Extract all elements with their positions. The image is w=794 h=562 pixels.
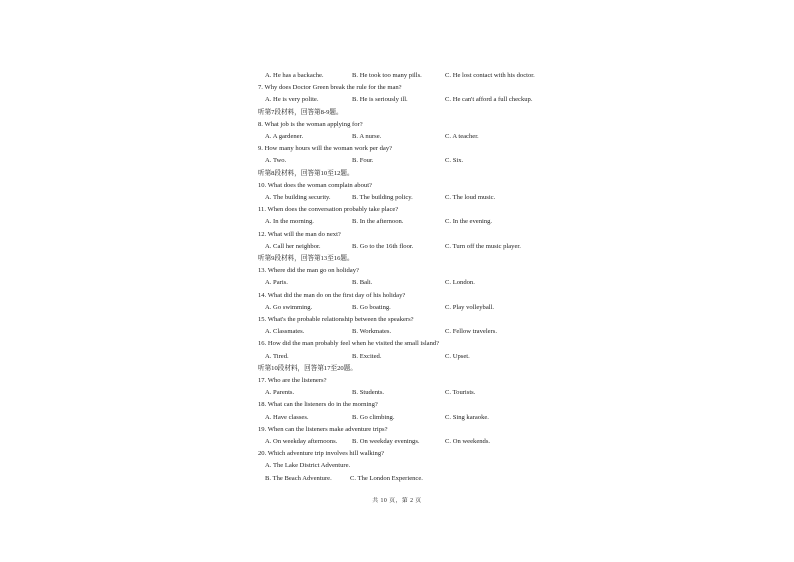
option-b: B. Excited.	[352, 352, 382, 360]
option-c: C. Six.	[445, 157, 464, 165]
option-a: A. He has a backache.	[265, 72, 324, 79]
question-text: 20. Which adventure trip involves hill walking?	[258, 450, 385, 458]
option-a: A. The building security.	[265, 194, 331, 201]
section-instruction: 听第8段材料，回答第10至12题。	[258, 169, 354, 177]
option-c: C. He lost contact with his doctor.	[445, 72, 535, 79]
question-text: 8. What job is the woman applying for?	[258, 120, 363, 128]
option-c: C. The London Experience.	[350, 474, 423, 482]
option-a: A. Two.	[265, 157, 287, 165]
question-text: 14. What did the man do on the first day of his holiday?	[258, 291, 406, 299]
question-text: 13. Where did the man go on holiday?	[258, 267, 359, 275]
option-b: B. Workmates.	[352, 328, 392, 336]
option-c: C. Turn off the music player.	[445, 242, 521, 250]
option-a: A. Classmates.	[265, 328, 305, 336]
option-b: B. Bali.	[352, 279, 373, 287]
question-text: 12. What will the man do next?	[258, 230, 341, 238]
option-b: B. Students.	[352, 389, 385, 397]
option-b: B. A nurse.	[352, 133, 382, 140]
option-b: B. Go boating.	[352, 303, 391, 311]
question-text: 10. What does the woman complain about?	[258, 181, 372, 189]
option-b: B. On weekday evenings.	[352, 438, 420, 445]
question-text: 15. What's the probable relationship between the speakers?	[258, 316, 414, 323]
option-b: B. He is seriously ill.	[352, 96, 408, 104]
option-a: A. On weekday afternoons.	[265, 438, 338, 445]
question-text: 17. Who are the listeners?	[258, 377, 327, 384]
option-a: A. Go swimming.	[265, 303, 313, 311]
option-a: A. Have classes.	[265, 413, 309, 421]
question-text: 9. How many hours will the woman work per day?	[258, 145, 393, 153]
option-c: C. Upset.	[445, 352, 470, 360]
option-a: A. Tired.	[265, 352, 289, 360]
option-a: A. He is very polite.	[265, 96, 319, 104]
option-b: B. The Beach Adventure.	[265, 474, 332, 482]
question-text: 18. What can the listeners do in the morning?	[258, 401, 378, 409]
option-c: C. London.	[445, 279, 475, 287]
option-b: B. Go to the 16th floor.	[352, 242, 414, 250]
option-c: C. On weekends.	[445, 438, 491, 445]
option-a: A. Paris.	[265, 279, 288, 287]
option-a: A. A gardener.	[265, 133, 304, 140]
question-text: 7. Why does Doctor Green break the rule for the man?	[258, 84, 402, 92]
option-a: A. Call her neighbor.	[265, 242, 321, 250]
question-text: 11. When does the conversation probably take place?	[258, 206, 399, 214]
option-c: C. Fellow travelers.	[445, 328, 498, 336]
option-b: B. Go climbing.	[352, 413, 395, 421]
option-c: C. In the evening.	[445, 218, 493, 226]
section-instruction: 听第7段材料，回答第8-9题。	[258, 108, 343, 116]
section-instruction: 听第9段材料，回答第13至16题。	[258, 255, 354, 262]
option-b: B. The building policy.	[352, 194, 413, 201]
option-a: A. In the morning.	[265, 218, 314, 226]
section-instruction: 听第10段材料，回答第17至20题。	[258, 364, 357, 372]
option-c: C. Tourists.	[445, 389, 476, 397]
option-b: B. In the afternoon.	[352, 218, 404, 226]
page-footer: 共 10 页，第 2 页	[372, 498, 422, 504]
option-c: C. Play volleyball.	[445, 303, 495, 311]
option-a: A. The Lake District Adventure.	[265, 462, 351, 470]
option-a: A. Parents.	[265, 389, 295, 397]
option-c: C. A teacher.	[445, 133, 479, 140]
option-c: C. The loud music.	[445, 194, 496, 201]
option-c: C. Sing karaoke.	[445, 413, 489, 421]
option-b: B. He took too many pills.	[352, 72, 422, 79]
question-text: 16. How did the man probably feel when he visited the small island?	[258, 340, 440, 348]
option-c: C. He can't afford a full checkup.	[445, 96, 533, 104]
question-text: 19. When can the listeners make adventure trips?	[258, 425, 388, 433]
option-b: B. Four.	[352, 157, 374, 165]
